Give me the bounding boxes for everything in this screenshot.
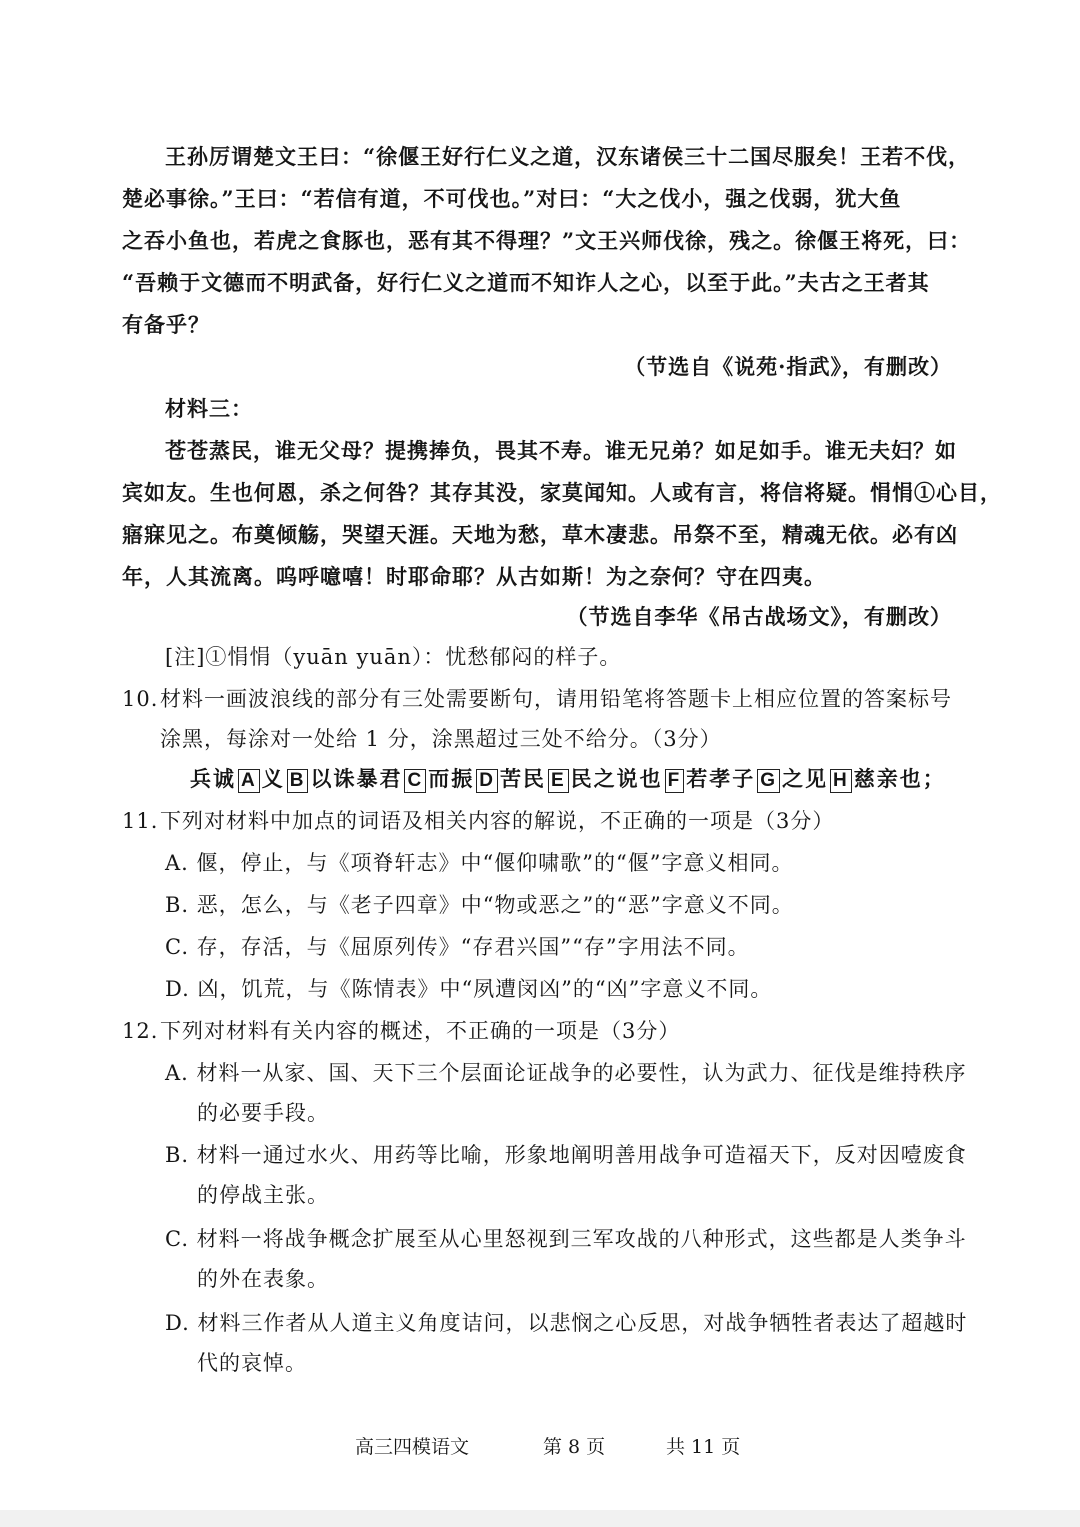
question-number: 12. bbox=[122, 1019, 159, 1043]
passage-line: 王孙厉谓楚文王曰：“徐偃王好行仁义之道，汉东诸侯三十二国尽服矣！王若不伐， bbox=[165, 144, 971, 169]
material-heading: 材料三： bbox=[165, 396, 253, 421]
break-text-segment: 之见 bbox=[782, 766, 829, 791]
answer-option: D. 材料三作者从人道主义角度诘问，以悲悯之心反思，对战争牺牲者表达了超越时 bbox=[165, 1311, 968, 1335]
question-stem: 材料一画波浪线的部分有三处需要断句，请用铅笔将答题卡上相应位置的答案标号 bbox=[160, 687, 952, 711]
answer-option: B. 材料一通过水火、用药等比喻，形象地阐明善用战争可造福天下，反对因噎废食 bbox=[165, 1143, 967, 1167]
question-stem: 涂黑，每涂对一处给 1 分，涂黑超过三处不给分。（3分） bbox=[160, 727, 722, 751]
scan-edge bbox=[0, 1510, 1080, 1527]
answer-option-continuation: 的停战主张。 bbox=[197, 1183, 329, 1207]
answer-option: D. 凶，饥荒，与《陈情表》中“夙遭闵凶”的“凶”字意义不同。 bbox=[165, 977, 773, 1001]
passage-line: 之吞小鱼也，若虎之食豚也，恶有其不得理？”文王兴师伐徐，残之。徐偃王将死，曰： bbox=[122, 228, 972, 253]
answer-option-continuation: 代的哀悼。 bbox=[197, 1351, 307, 1375]
break-text-segment: 义 bbox=[261, 766, 285, 791]
sentence-break-line bbox=[190, 764, 946, 794]
break-text-segment: 而振 bbox=[428, 766, 475, 791]
passage-line: 苍苍蒸民，谁无父母？提携捧负，畏其不寿。谁无兄弟？如足如手。谁无夫妇？如 bbox=[165, 438, 957, 463]
break-label-box: D bbox=[476, 769, 498, 793]
passage-line: 楚必事徐。”王曰：“若信有道，不可伐也。”对曰：“大之伐小，强之伐弱，犹大鱼 bbox=[122, 186, 902, 211]
answer-option: C. 存，存活，与《屈原列传》“存君兴国”“存”字用法不同。 bbox=[165, 935, 750, 959]
footer-total-pages: 共 11 页 bbox=[666, 1436, 741, 1458]
break-label-box: F bbox=[665, 769, 685, 793]
break-text-segment: 慈亲也； bbox=[853, 766, 946, 791]
break-label-box: G bbox=[757, 769, 780, 793]
answer-option: A. 材料一从家、国、天下三个层面论证战争的必要性，认为武力、征伐是维持秩序 bbox=[165, 1061, 967, 1085]
break-label-box: C bbox=[404, 769, 426, 793]
passage-source: （节选自李华《吊古战场文》，有删改） bbox=[566, 604, 952, 629]
break-text-segment: 兵诚 bbox=[190, 766, 236, 791]
annotation-note: [注]①悁悁（yuān yuān）：忧愁郁闷的样子。 bbox=[165, 645, 622, 669]
break-text-segment: 苦民 bbox=[499, 766, 546, 791]
passage-line: 宾如友。生也何恩，杀之何咎？其存其没，家莫闻知。人或有言，将信将疑。悁悁①心目， bbox=[122, 480, 1002, 505]
break-text-segment: 若孝子 bbox=[686, 766, 756, 791]
passage-line: 有备乎？ bbox=[122, 312, 210, 337]
answer-option: C. 材料一将战争概念扩展至从心里怒视到三军攻战的八种形式，这些都是人类争斗 bbox=[165, 1227, 967, 1251]
break-label-box: E bbox=[548, 769, 569, 793]
question-number: 10. bbox=[122, 687, 159, 711]
question-stem: 下列对材料中加点的词语及相关内容的解说，不正确的一项是（3分） bbox=[160, 809, 835, 833]
passage-line: 寤寐见之。布奠倾觞，哭望天涯。天地为愁，草木凄悲。吊祭不至，精魂无依。必有凶 bbox=[122, 522, 958, 547]
answer-option-continuation: 的外在表象。 bbox=[197, 1267, 329, 1291]
break-label-box: A bbox=[238, 769, 260, 793]
question-number: 11. bbox=[122, 809, 159, 833]
answer-option: B. 恶，怎么，与《老子四章》中“物或恶之”的“恶”字意义不同。 bbox=[165, 893, 794, 917]
question-stem: 下列对材料有关内容的概述，不正确的一项是（3分） bbox=[160, 1019, 681, 1043]
break-text-segment: 民之说也 bbox=[570, 766, 663, 791]
passage-source: （节选自《说苑·指武》，有删改） bbox=[624, 354, 952, 379]
answer-option-continuation: 的必要手段。 bbox=[197, 1101, 329, 1125]
break-text-segment: 以诛暴君 bbox=[310, 766, 403, 791]
answer-option: A. 偃，停止，与《项脊轩志》中“偃仰啸歌”的“偃”字意义相同。 bbox=[165, 851, 794, 875]
footer-subject: 高三四模语文 bbox=[355, 1436, 470, 1458]
passage-line: 年，人其流离。呜呼噫嘻！时耶命耶？从古如斯！为之奈何？守在四夷。 bbox=[122, 564, 826, 589]
break-label-box: H bbox=[830, 769, 852, 793]
break-label-box: B bbox=[287, 769, 309, 793]
footer-page-number: 第 8 页 bbox=[543, 1436, 606, 1458]
passage-line: “吾赖于文德而不明武备，好行仁义之道而不知诈人之心，以至于此。”夫古之王者其 bbox=[122, 270, 930, 295]
